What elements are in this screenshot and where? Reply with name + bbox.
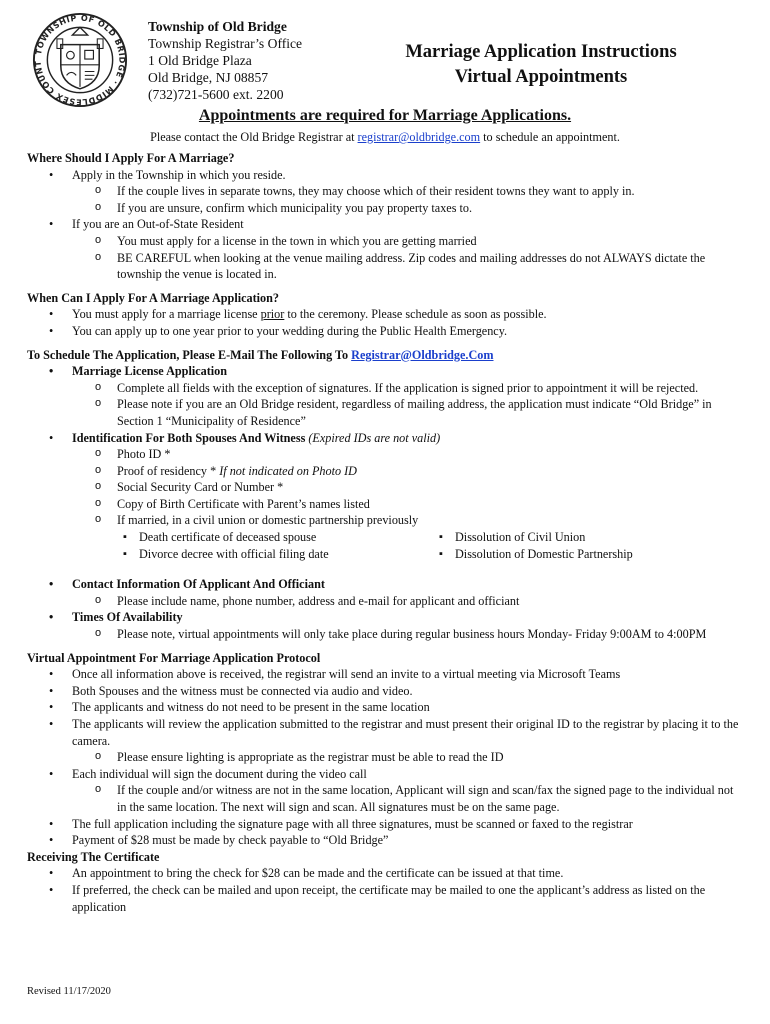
list-item: • Contact Information Of Applicant And Officiant	[27, 576, 743, 593]
list-item: • Once all information above is received, the registrar will send an invite to a virtual meeting via Microsoft Teams	[27, 666, 743, 683]
section-heading: When Can I Apply For A Marriage Application?	[27, 290, 280, 305]
list-item: • An appointment to bring the check for $28 can be made and the certificate can be issued at that time.	[27, 865, 743, 882]
sub-list-item: o If you are unsure, confirm which municipality you pay property taxes to.	[27, 200, 743, 217]
sub-list-item: o Proof of residency * If not indicated on Photo ID	[27, 463, 743, 480]
document-type-item: ▪ Dissolution of Domestic Partnership	[455, 546, 633, 563]
sub-list-item: o Please include name, phone number, address and e-mail for applicant and officiant	[27, 593, 743, 610]
street-address: 1 Old Bridge Plaza	[148, 53, 252, 68]
list-item: • If preferred, the check can be mailed and upon receipt, the certificate may be mailed to one the applicant’s address as listed on the application	[27, 882, 743, 915]
list-item: • Marriage License Application	[27, 363, 743, 380]
sub-list-item: o Complete all fields with the exception of signatures. If the application is signed prior to appointment it will be rejected.	[27, 380, 743, 397]
sub-list-item: o Please note if you are an Old Bridge resident, regardless of mailing address, the application must indicate “Old Bridge” in Section 1 “Municipality of Residence”	[27, 396, 743, 429]
section-heading: Virtual Appointment For Marriage Application Protocol	[27, 650, 321, 665]
document-type-row	[27, 546, 743, 563]
city-state-zip: Old Bridge, NJ 08857	[148, 70, 269, 85]
document-body	[27, 150, 743, 915]
list-item: • Identification For Both Spouses And Witness (Expired IDs are not valid)	[27, 430, 743, 447]
list-item: • The applicants and witness do not need to be present in the same location	[27, 699, 743, 716]
sub-list-item: o If the couple lives in separate towns, they may choose which of their resident towns they want to apply in.	[27, 183, 743, 200]
list-item: • Each individual will sign the document during the video call	[27, 766, 743, 783]
section-heading: Where Should I Apply For A Marriage?	[27, 151, 235, 165]
township-seal-logo	[32, 12, 128, 108]
list-item: • Payment of $28 must be made by check payable to “Old Bridge”	[27, 832, 743, 849]
title-line-2: Virtual Appointments	[454, 67, 628, 87]
registrar-email-link[interactable]: Registrar@Oldbridge.Com	[351, 347, 494, 362]
section-heading: Receiving The Certificate	[27, 849, 160, 864]
sub-list-item: o Please ensure lighting is appropriate as the registrar must be able to read the ID	[27, 749, 743, 766]
section-where	[27, 150, 743, 283]
sub-list-item: o Photo ID *	[27, 446, 743, 463]
township-name: Township of Old Bridge	[148, 19, 287, 34]
contact-line	[0, 129, 770, 146]
sub-list-item: o BE CAREFUL when looking at the venue mailing address. Zip codes and mailing addresses do not ALWAYS dictate the township the venue is located in.	[27, 250, 743, 283]
contact-text-after: to schedule an appointment.	[480, 130, 620, 144]
list-item: • Both Spouses and the witness must be connected via audio and video.	[27, 683, 743, 700]
appointments-required-banner: Appointments are required for Marriage Applications.	[198, 107, 572, 124]
document-type-item: ▪ Death certificate of deceased spouse	[139, 529, 455, 546]
sub-list-item: o Copy of Birth Certificate with Parent’s names listed	[27, 496, 743, 513]
document-title	[380, 40, 702, 90]
list-item: • The applicants will review the application submitted to the registrar and must present their original ID to the registrar by placing it to the camera.	[27, 716, 743, 749]
contact-text-before: Please contact the Old Bridge Registrar at	[150, 130, 358, 144]
phone-number: (732)721-5600 ext. 2200	[148, 87, 284, 102]
list-item: • The full application including the signature page with all three signatures, must be scanned or faxed to the registrar	[27, 816, 743, 833]
section-schedule	[27, 347, 743, 643]
section-heading: To Schedule The Application, Please E-Mail The Following To Registrar@Oldbridge.Com	[27, 347, 494, 362]
sub-list-item: o Please note, virtual appointments will only take place during regular business hours Monday- Friday 9:00AM to 4:00PM	[27, 626, 743, 643]
list-item: • You must apply for a marriage license prior to the ceremony. Please schedule as soon as possible.	[27, 306, 743, 323]
revision-date: Revised 11/17/2020	[27, 986, 111, 997]
section-protocol	[27, 650, 743, 849]
section-receiving	[27, 849, 743, 915]
title-line-1: Marriage Application Instructions	[405, 42, 677, 62]
sub-list-item: o You must apply for a license in the town in which you are getting married	[27, 233, 743, 250]
list-item: • Times Of Availability	[27, 609, 743, 626]
list-item: • Apply in the Township in which you reside.	[27, 167, 743, 184]
section-when	[27, 290, 743, 340]
document-type-item: ▪ Dissolution of Civil Union	[455, 529, 585, 546]
document-type-row	[27, 529, 743, 546]
registrar-email-link[interactable]: registrar@oldbridge.com	[357, 130, 481, 144]
sub-list-item: o If married, in a civil union or domestic partnership previously	[27, 512, 743, 529]
office-name: Township Registrar’s Office	[148, 36, 303, 51]
list-item: • You can apply up to one year prior to your wedding during the Public Health Emergency.	[27, 323, 743, 340]
document-type-item: ▪ Divorce decree with official filing date	[139, 546, 455, 563]
office-address-block	[148, 18, 302, 103]
svg-text:TOWNSHIP OF OLD BRIDGE · MIDDL: TOWNSHIP OF OLD BRIDGE · MIDDLESEX COUNT	[33, 13, 127, 107]
sub-list-item: o If the couple and/or witness are not in the same location, Applicant will sign and scan/fax the signed page to the individual not in the same location. The next will sign and scan. All signatures must be on the same page.	[27, 782, 743, 815]
list-item: • If you are an Out-of-State Resident	[27, 216, 743, 233]
sub-list-item: o Social Security Card or Number *	[27, 479, 743, 496]
